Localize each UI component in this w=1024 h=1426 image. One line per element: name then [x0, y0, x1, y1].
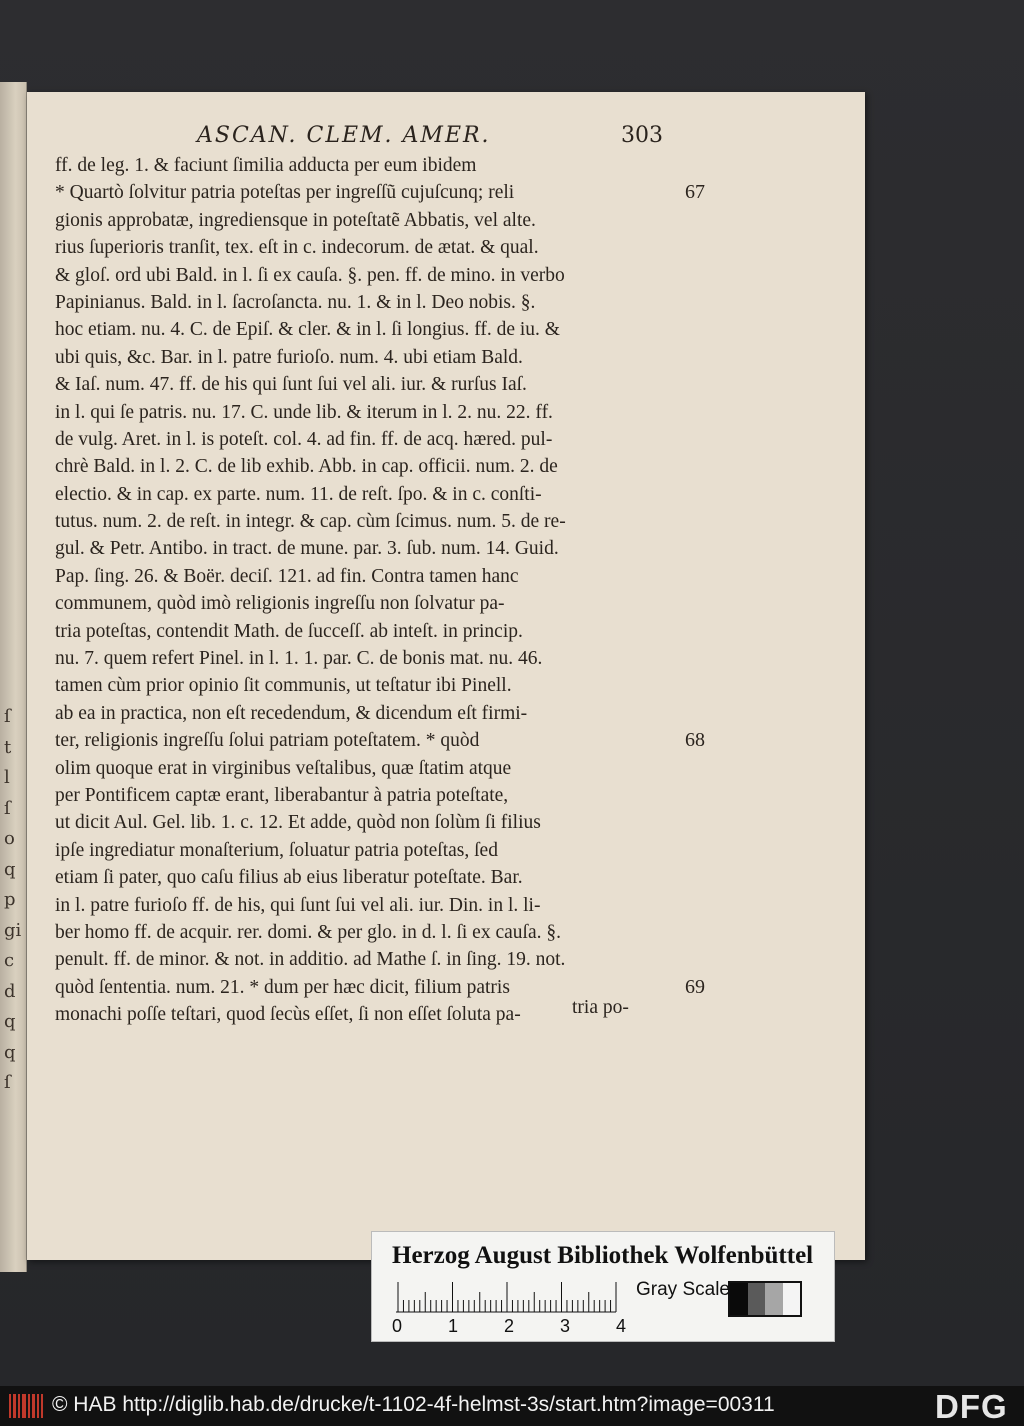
- card-title: Herzog August Bibliothek Wolfenbüttel: [392, 1242, 814, 1269]
- left-page-glyphs: ſ t l ſ o q p gi c d q q ſ: [4, 706, 22, 1093]
- gray-swatch-cell: [730, 1283, 748, 1315]
- text-line: tria poteſtas, contendit Math. de ſucceſſ. ab inteſt. in princip.: [55, 620, 523, 642]
- text-line: etiam ſi pater, quo caſu filius ab eius liberatur poteſtate. Bar.: [55, 867, 523, 889]
- ruler-scale: [394, 1279, 619, 1313]
- catchword: tria po-: [572, 997, 629, 1018]
- ruler-number: 0: [392, 1316, 403, 1336]
- text-line: ut dicit Aul. Gel. lib. 1. c. 12. Et adde, quòd non ſolùm ſi filius: [55, 812, 541, 834]
- text-line: ff. de leg. 1. & faciunt ſimilia adducta per eum ibidem: [55, 155, 477, 176]
- text-line: per Pontificem captæ erant, liberabantur à patria poteſtate,: [55, 784, 509, 806]
- text-line: in l. patre furioſo ff. de his, qui ſunt ſui vel ali. iur. Din. in l. li-: [55, 894, 541, 916]
- text-line: gionis approbatæ, ingrediensque in poteſtatẽ Abbatis, vel alte.: [55, 209, 536, 231]
- text-line: ubi quis, &c. Bar. in l. patre furioſo. num. 4. ubi etiam Bald.: [55, 346, 523, 368]
- body-text: [55, 152, 705, 1029]
- text-line: nu. 7. quem refert Pinel. in l. 1. 1. par. C. de bonis mat. nu. 46.: [55, 648, 543, 670]
- gray-scale-label: Gray Scale: [636, 1279, 730, 1300]
- marginal-number: 67: [685, 181, 705, 204]
- text-line: gul. & Petr. Antibo. in tract. de mune. par. 3. ſub. num. 14. Guid.: [55, 538, 559, 560]
- text-line: & Iaſ. num. 47. ff. de his qui ſunt ſui vel ali. iur. & rurſus Iaſ.: [55, 374, 527, 396]
- gray-swatch-cell: [748, 1283, 766, 1315]
- text-line: & gloſ. ord ubi Bald. in l. ſi ex cauſa. §. pen. ff. de mino. in verbo: [55, 264, 565, 286]
- text-line: ber homo ff. de acquir. rer. domi. & per glo. in d. l. ſi ex cauſa. §.: [55, 921, 561, 943]
- marginal-number: 68: [685, 729, 705, 752]
- text-line: * Quartò ſolvitur patria poteſtas per ingreſſũ cujuſcunq; reli: [55, 182, 515, 204]
- text-line: monachi poſſe teſtari, quod ſecùs eſſet, ſi non eſſet ſoluta pa-: [55, 1004, 521, 1026]
- gray-swatch-cell: [765, 1283, 783, 1315]
- gray-swatch-cell: [783, 1283, 801, 1315]
- page-number: 303: [621, 123, 663, 148]
- left-page-edge: [0, 82, 27, 1272]
- text-line: chrè Bald. in l. 2. C. de lib exhib. Abb. in cap. officii. num. 2. de: [55, 456, 558, 478]
- footer-source-link[interactable]: © HAB http://diglib.hab.de/drucke/t-1102-4f-helmst-3s/start.htm?image=00311: [52, 1393, 775, 1416]
- ruler-number: 2: [504, 1316, 515, 1336]
- document-page: [27, 92, 865, 1260]
- text-line: electio. & in cap. ex parte. num. 11. de reſt. ſpo. & in c. conſti-: [55, 483, 542, 505]
- ruler-number: 1: [448, 1316, 459, 1336]
- ruler-number: 3: [560, 1316, 571, 1336]
- marginal-number: 69: [685, 976, 705, 998]
- text-line: ipſe ingrediatur monaſterium, ſoluatur patria poteſtas, ſed: [55, 839, 498, 861]
- text-line: ter, religionis ingreſſu ſolui patriam poteſtatem. * quòd: [55, 730, 480, 752]
- text-line: tutus. num. 2. de reſt. in integr. & cap. cùm ſcimus. num. 5. de re-: [55, 511, 566, 533]
- barcode-logo-icon: [8, 1392, 44, 1420]
- text-line: quòd ſententia. num. 21. * dum per hæc dicit, filium patris: [55, 976, 510, 998]
- ruler-number: 4: [616, 1316, 627, 1336]
- text-line: communem, quòd imò religionis ingreſſu non ſolvatur pa-: [55, 593, 505, 615]
- text-line: penult. ff. de minor. & not. in additio. ad Mathe ſ. in ſing. 19. not.: [55, 949, 566, 971]
- running-head: ASCAN. CLEM. AMER.: [197, 123, 491, 148]
- gray-scale-swatch: [728, 1281, 802, 1317]
- text-line: ab ea in practica, non eſt recedendum, & dicendum eſt firmi-: [55, 702, 528, 724]
- text-line: rius ſuperioris tranſit, tex. eſt in c. indecorum. de ætat. & qual.: [55, 237, 539, 259]
- color-reference-card: [371, 1231, 835, 1342]
- footer-bar: [0, 1386, 1024, 1426]
- text-line: in l. qui ſe patris. nu. 17. C. unde lib. & iterum in l. 2. nu. 22. ff.: [55, 401, 553, 423]
- text-line: de vulg. Aret. in l. is poteſt. col. 4. ad fin. ff. de acq. hæred. pul-: [55, 428, 553, 450]
- text-line: Papinianus. Bald. in l. ſacroſancta. nu. 1. & in l. Deo nobis. §.: [55, 291, 536, 313]
- text-line: Pap. ſing. 26. & Boër. deciſ. 121. ad fin. Contra tamen hanc: [55, 565, 519, 587]
- dfg-logo: DFG: [935, 1388, 1008, 1425]
- text-line: tamen cùm prior opinio ſit communis, ut teſtatur ibi Pinell.: [55, 675, 512, 697]
- text-line: hoc etiam. nu. 4. C. de Epiſ. & cler. & in l. ſi longius. ff. de iu. &: [55, 319, 560, 341]
- text-line: olim quoque erat in virginibus veſtalibus, quæ ſtatim atque: [55, 757, 512, 779]
